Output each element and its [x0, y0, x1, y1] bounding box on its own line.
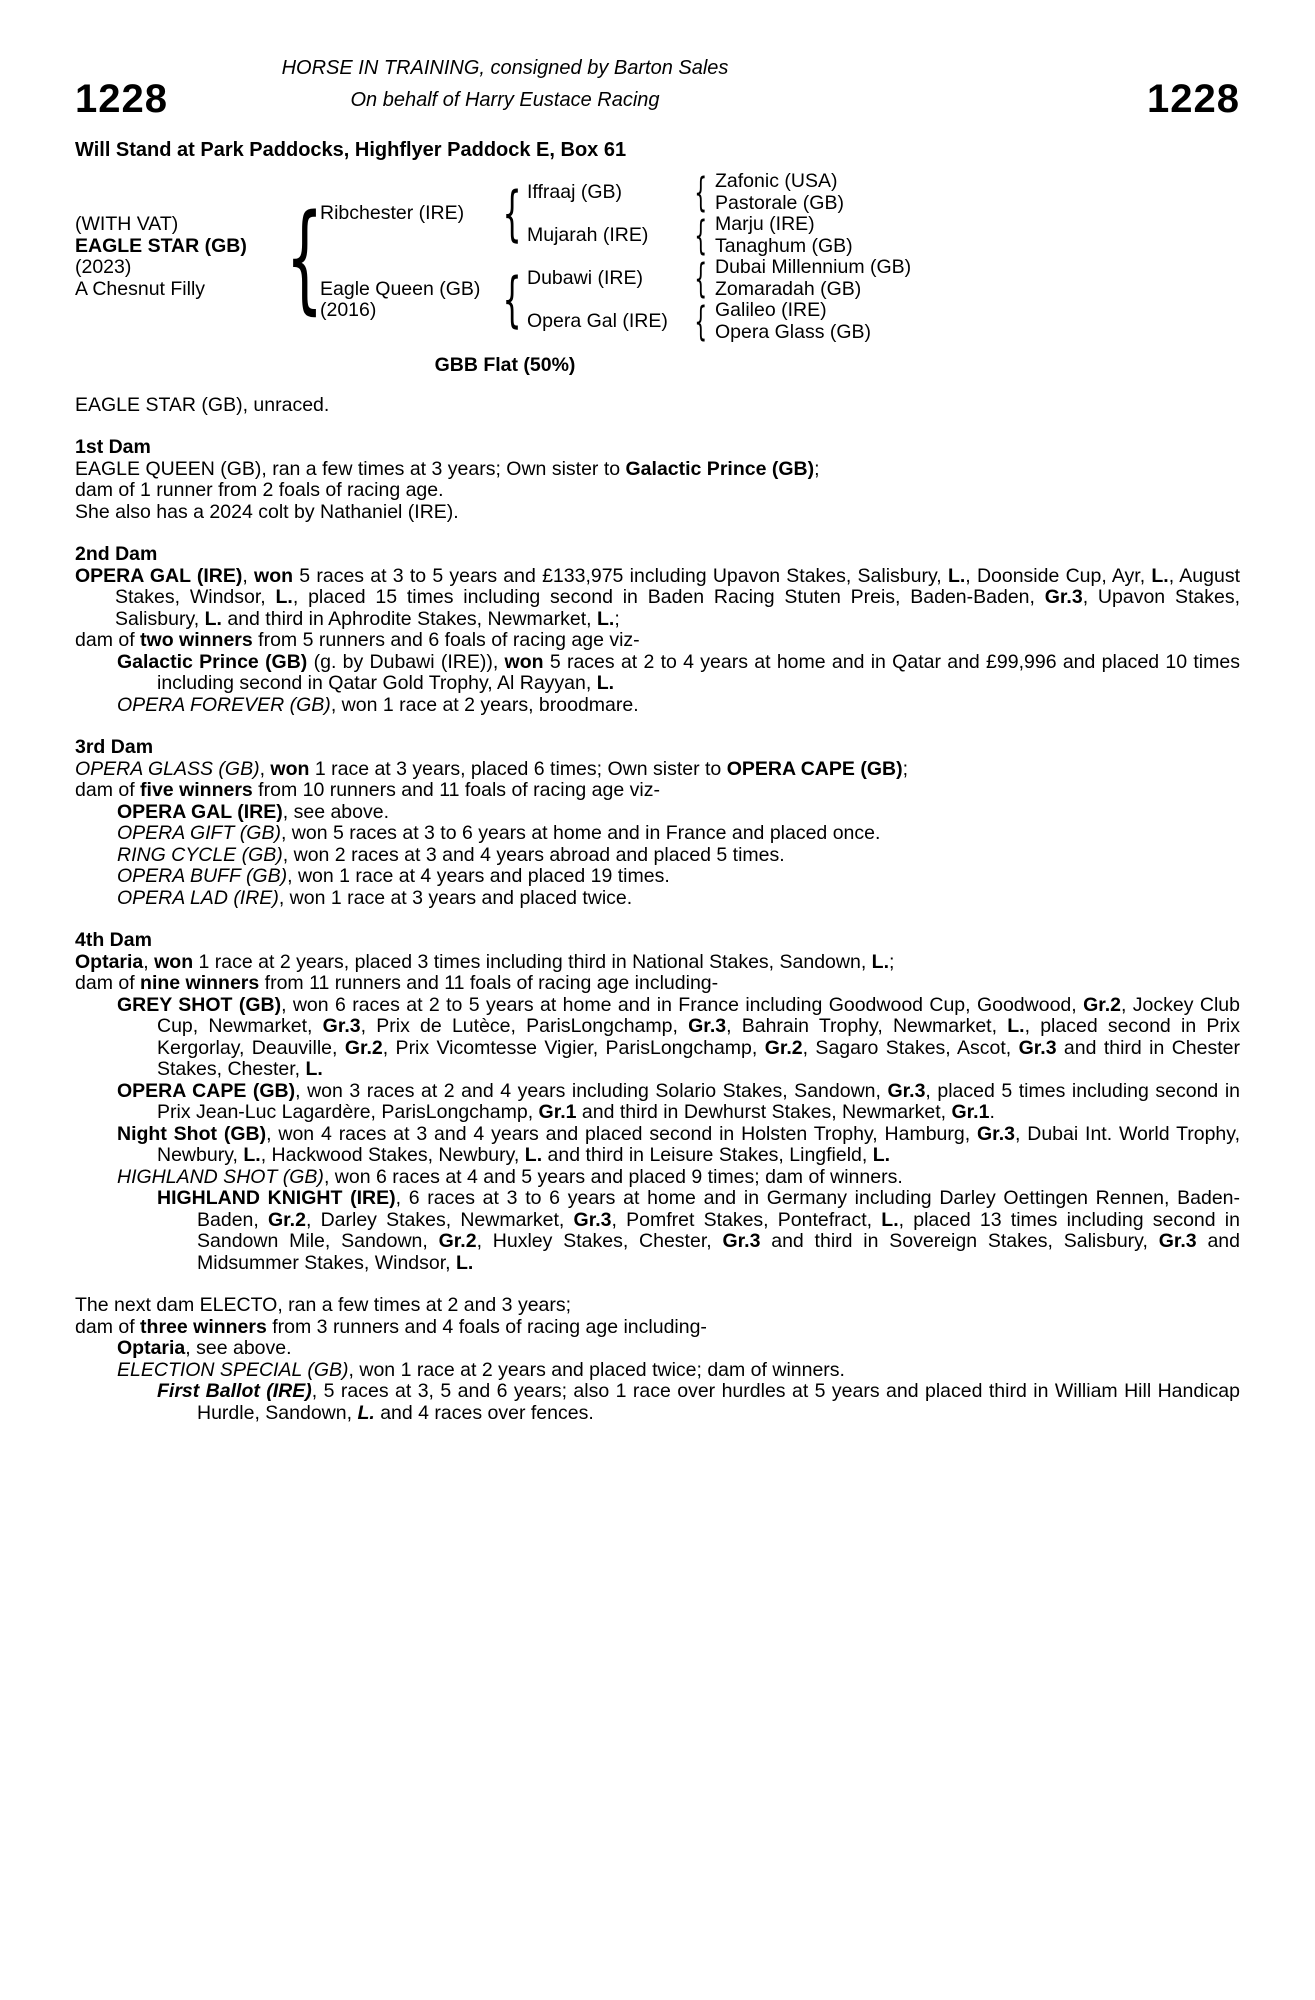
catalog-paragraph: [75, 566, 1240, 631]
gen3-name: [715, 300, 935, 322]
text-run: L.: [596, 672, 615, 694]
catalog-paragraph: [75, 1317, 1240, 1339]
catalog-paragraph: [75, 1124, 1240, 1167]
text-run: , Prix de Lutèce, ParisLongchamp,: [360, 1015, 689, 1037]
lot-number-left: 1228: [75, 76, 168, 121]
text-run: , 6 races at 3 to 6 years at home and in Germany including Darley Oettingen Rennen, Baden-Baden,: [197, 1187, 1240, 1231]
text-run: HIGHLAND KNIGHT (IRE): [157, 1187, 396, 1209]
text-run: won: [254, 564, 294, 587]
dam-name: [320, 257, 498, 343]
text-run: Gr.1: [538, 1101, 577, 1123]
text-run: 5 races at 2 to 4 years at home and in Qatar and £99,996 and placed 10 times including second in Qatar Gold Trophy, Al Rayyan,: [157, 650, 1240, 694]
text-run: , won 6 races at 2 to 5 years at home and in France including Goodwood Cup, Goodwood,: [281, 993, 1084, 1016]
catalog-paragraph: [75, 995, 1240, 1081]
text-run: , placed 15 times including second in Baden Racing Stuten Preis, Baden-Baden,: [292, 586, 1045, 608]
text-run: from 10 runners and 11 foals of racing age viz-: [252, 779, 660, 801]
text-run: , won 6 races at 4 and 5 years and placed 9 times; dam of winners.: [323, 1165, 903, 1188]
text-run: OPERA CAPE (GB): [117, 1079, 296, 1102]
text-run: First Ballot (IRE): [157, 1380, 312, 1402]
text-run: ,: [242, 564, 255, 587]
catalog-paragraph: [75, 630, 1240, 652]
gen3-name: [715, 193, 935, 215]
text-run: Gr.3: [1158, 1230, 1197, 1252]
text-run: , Jockey Club Cup, Newmarket,: [157, 993, 1240, 1037]
dam-name-text: Eagle Queen (GB): [320, 277, 481, 300]
catalog-paragraph: [75, 952, 1240, 974]
text-run: 5 races at 3 to 5 years and £133,975 including Upavon Stakes, Salisbury,: [293, 564, 948, 587]
text-run: L.: [871, 950, 890, 973]
text-run: from 11 runners and 11 foals of racing age including-: [259, 972, 719, 994]
catalog-paragraph: [75, 888, 1240, 910]
text-run: ;: [814, 457, 820, 480]
sire-sire: [527, 171, 687, 214]
catalog-paragraph: [75, 866, 1240, 888]
text-run: Gr.2: [268, 1208, 306, 1231]
catalog-paragraph: [75, 802, 1240, 824]
text-run: ,: [143, 950, 155, 973]
sire-name-text: Ribchester (IRE): [320, 202, 465, 225]
catalog-paragraph: [75, 1167, 1240, 1189]
text-run: and 4 races over fences.: [374, 1401, 594, 1424]
text-run: L.: [1007, 1015, 1025, 1037]
dam-year-text: (2016): [320, 299, 377, 321]
text-run: L.: [524, 1144, 543, 1166]
text-run: OPERA GAL (IRE): [117, 800, 283, 823]
catalog-paragraph: [75, 1081, 1240, 1124]
catalog-paragraph: [75, 1381, 1240, 1424]
catalog-paragraph: [75, 652, 1240, 695]
catalog-paragraph: [75, 1360, 1240, 1382]
dam-sire: [527, 257, 687, 300]
text-run: L.: [305, 1058, 323, 1080]
text-run: OPERA BUFF (GB): [117, 865, 288, 887]
text-run: .: [989, 1101, 995, 1123]
text-run: , won 1 race at 2 years, broodmare.: [330, 693, 639, 716]
text-run: , placed 13 times including second in Sandown Mile, Sandown,: [197, 1208, 1240, 1252]
text-run: Gr.3: [573, 1208, 612, 1231]
text-run: won: [270, 757, 310, 780]
catalog-paragraph: [75, 759, 1240, 781]
sire-sire-text: Iffraaj (GB): [527, 180, 622, 203]
text-run: L.: [275, 586, 293, 608]
text-run: and third in Chester Stakes, Chester,: [157, 1036, 1240, 1080]
text-run: five winners: [140, 779, 253, 801]
gen3-name-text: Tanaghum (GB): [715, 234, 853, 257]
text-run: , won 1 race at 3 years and placed twice.: [278, 886, 633, 909]
text-run: three winners: [140, 1315, 267, 1338]
on-behalf-line: On behalf of Harry Eustace Racing: [350, 88, 660, 111]
catalog-paragraph: [75, 823, 1240, 845]
text-run: , won 5 races at 3 to 6 years at home and in France and placed once.: [280, 822, 881, 844]
text-run: OPERA GAL (IRE): [75, 564, 243, 587]
gen3-name: [715, 257, 935, 279]
text-run: Galactic Prince (GB): [625, 457, 815, 480]
dam-dam-text: Opera Gal (IRE): [527, 309, 668, 332]
text-run: HIGHLAND SHOT (GB): [117, 1165, 324, 1188]
text-run: , won 3 races at 2 and 4 years including Solario Stakes, Sandown,: [295, 1079, 888, 1102]
text-run: L.: [455, 1251, 474, 1274]
text-run: , Prix Vicomtesse Vigier, ParisLongchamp,: [382, 1036, 765, 1059]
gen3-name: [715, 279, 935, 301]
text-run: Gr.3: [1018, 1036, 1057, 1059]
text-run: , Dubai Int. World Trophy, Newbury,: [157, 1122, 1240, 1166]
text-run: , Huxley Stakes, Chester,: [476, 1230, 723, 1252]
dam-heading: 2nd Dam: [75, 543, 158, 565]
text-run: Gr.2: [344, 1036, 383, 1059]
lot-number-right: 1228: [1147, 76, 1240, 121]
text-run: Gr.3: [722, 1230, 761, 1252]
sire-parents-brace-icon: [498, 171, 527, 257]
gen3-name-text: Opera Glass (GB): [715, 320, 872, 343]
catalog-paragraph: [75, 1188, 1240, 1274]
text-run: L.: [357, 1401, 375, 1424]
catalog-paragraph: [75, 459, 1240, 481]
sire-dam: [527, 214, 687, 257]
text-run: , won 2 races at 3 and 4 years abroad and placed 5 times.: [282, 843, 785, 866]
gen3-name: [715, 236, 935, 258]
text-run: OPERA GLASS (GB): [75, 757, 260, 780]
text-run: Gr.3: [977, 1122, 1015, 1145]
catalog-paragraph: [75, 1295, 1240, 1317]
gen3-name: [715, 322, 935, 344]
catalog-body: [75, 395, 1240, 1425]
text-run: , Bahrain Trophy, Newmarket,: [726, 1015, 1008, 1037]
dam-parents-brace-icon: [498, 257, 527, 343]
text-run: Gr.3: [1044, 586, 1083, 608]
catalog-paragraph: [75, 502, 1240, 524]
text-run: RING CYCLE (GB): [117, 843, 283, 866]
text-run: Night Shot (GB): [117, 1122, 267, 1145]
text-run: OPERA FOREVER (GB): [117, 693, 331, 716]
catalog-paragraph: [75, 780, 1240, 802]
text-run: two winners: [140, 629, 253, 651]
text-run: , placed 5 times including second in Prix Jean-Luc Lagardère, ParisLongchamp,: [157, 1079, 1240, 1123]
gen3-brace-icon: [687, 171, 715, 214]
stand-location-line: Will Stand at Park Paddocks, Highflyer Paddock E, Box 61: [75, 138, 627, 161]
text-run: (g. by Dubawi (IRE)),: [307, 650, 505, 673]
gen3-name-text: Pastorale (GB): [715, 191, 844, 214]
catalog-paragraph: [75, 395, 1240, 417]
text-run: L.: [872, 1144, 891, 1166]
subject-name: EAGLE STAR (GB): [75, 234, 247, 257]
text-run: , Upavon Stakes, Salisbury,: [115, 586, 1240, 630]
text-run: , won 1 race at 4 years and placed 19 times.: [287, 865, 670, 887]
subject-block: [75, 171, 290, 343]
text-run: Optaria: [75, 950, 144, 973]
text-run: Galactic Prince (GB): [117, 650, 308, 673]
subject-foaling-year: (2023): [75, 256, 132, 278]
lot-row: [75, 76, 1240, 132]
text-run: , Pomfret Stakes, Pontefract,: [611, 1208, 882, 1231]
text-run: won: [504, 650, 544, 673]
text-run: and third in Leisure Stakes, Lingfield,: [542, 1144, 873, 1166]
text-run: Optaria: [117, 1337, 186, 1359]
pedigree-table: [75, 171, 1240, 343]
gen3-name: [715, 214, 935, 236]
text-run: and third in Sovereign Stakes, Salisbury,: [760, 1230, 1159, 1252]
catalog-paragraph: [75, 480, 1240, 502]
text-run: and Midsummer Stakes, Windsor,: [197, 1230, 1240, 1274]
consignment-line: HORSE IN TRAINING, consigned by Barton Sales: [281, 57, 729, 79]
dam-heading: 1st Dam: [75, 436, 151, 458]
text-run: Gr.3: [322, 1015, 361, 1037]
text-run: ;: [614, 607, 620, 630]
text-run: L.: [881, 1208, 899, 1231]
text-run: dam of: [75, 629, 141, 651]
text-run: , August Stakes, Windsor,: [115, 564, 1241, 608]
text-run: EAGLE STAR (GB), unraced.: [75, 393, 330, 416]
text-run: nine winners: [140, 972, 260, 994]
text-run: , Hackwood Stakes, Newbury,: [260, 1144, 525, 1166]
text-run: , see above.: [282, 800, 390, 823]
text-run: , Darley Stakes, Newmarket,: [305, 1208, 574, 1231]
text-run: , 5 races at 3, 5 and 6 years; also 1 race over hurdles at 5 years and placed third in William Hill Handicap Hurdle, Sandown,: [197, 1380, 1240, 1424]
gen3-name-text: Marju (IRE): [715, 213, 815, 235]
text-run: L.: [243, 1144, 261, 1166]
dam-heading: 3rd Dam: [75, 736, 154, 758]
text-run: ELECTION SPECIAL (GB): [117, 1358, 349, 1381]
text-run: ;: [889, 950, 895, 973]
text-run: dam of: [75, 779, 141, 801]
dam-dam: [527, 300, 687, 343]
dam-sire-text: Dubawi (IRE): [527, 266, 643, 289]
catalog-paragraph: [75, 845, 1240, 867]
dam-heading: 4th Dam: [75, 929, 152, 951]
text-run: dam of: [75, 972, 141, 994]
gen3-brace-icon: [687, 257, 715, 300]
subject-colour-sex: A Chesnut Filly: [75, 277, 206, 300]
text-run: L.: [947, 564, 966, 587]
vat-note: (WITH VAT): [75, 213, 179, 235]
text-run: 1 race at 2 years, placed 3 times including third in National Stakes, Sandown,: [193, 950, 872, 973]
text-run: Gr.1: [951, 1101, 990, 1123]
text-run: She also has a 2024 colt by Nathaniel (IRE).: [75, 500, 459, 523]
text-run: OPERA CAPE (GB): [726, 757, 903, 780]
text-run: dam of 1 runner from 2 foals of racing age.: [75, 479, 444, 501]
text-run: , Sagaro Stakes, Ascot,: [802, 1036, 1019, 1059]
text-run: won: [154, 950, 194, 973]
text-run: Gr.3: [688, 1015, 727, 1037]
text-run: OPERA LAD (IRE): [117, 886, 279, 909]
gen3-name-text: Galileo (IRE): [715, 299, 827, 321]
text-run: and third in Dewhurst Stakes, Newmarket,: [576, 1101, 952, 1123]
gbb-eligibility-note: GBB Flat (50%): [434, 354, 576, 376]
text-run: L.: [596, 607, 615, 630]
text-run: Gr.2: [764, 1036, 803, 1059]
gen3-name-text: Zafonic (USA): [715, 170, 838, 192]
sire-dam-text: Mujarah (IRE): [527, 223, 649, 246]
catalog-paragraph: [75, 1338, 1240, 1360]
gen1-brace-icon: [290, 171, 320, 343]
text-run: from 5 runners and 6 foals of racing age viz-: [252, 629, 640, 651]
text-run: GREY SHOT (GB): [117, 993, 282, 1016]
sire-name: [320, 171, 498, 257]
text-run: , won 1 race at 2 years and placed twice; dam of winners.: [348, 1358, 845, 1381]
text-run: 1 race at 3 years, placed 6 times; Own sister to: [309, 757, 727, 780]
catalog-paragraph: [75, 973, 1240, 995]
text-run: The next dam ELECTO, ran a few times at 2 and 3 years;: [75, 1294, 572, 1316]
text-run: , see above.: [185, 1337, 292, 1359]
gen3-name: [715, 171, 935, 193]
text-run: , Doonside Cup, Ayr,: [965, 564, 1152, 587]
text-run: , won 4 races at 3 and 4 years and placed second in Holsten Trophy, Hamburg,: [266, 1122, 978, 1145]
catalog-paragraph: [75, 695, 1240, 717]
text-run: and third in Aphrodite Stakes, Newmarket,: [221, 607, 597, 630]
text-run: L.: [204, 607, 222, 630]
text-run: ;: [902, 757, 908, 780]
text-run: L.: [1151, 564, 1169, 587]
text-run: Gr.3: [887, 1079, 926, 1102]
text-run: ,: [259, 757, 271, 780]
gen3-brace-icon: [687, 214, 715, 257]
gen3-brace-icon: [687, 300, 715, 343]
text-run: , placed second in Prix Kergorlay, Deauville,: [157, 1015, 1240, 1059]
text-run: OPERA GIFT (GB): [117, 822, 281, 844]
text-run: Gr.2: [438, 1230, 477, 1252]
gen3-name-text: Dubai Millennium (GB): [715, 256, 912, 278]
text-run: dam of: [75, 1315, 141, 1338]
text-run: EAGLE QUEEN (GB), ran a few times at 3 years; Own sister to: [75, 457, 626, 480]
gen3-name-text: Zomaradah (GB): [715, 277, 862, 300]
text-run: Gr.2: [1083, 993, 1122, 1016]
text-run: from 3 runners and 4 foals of racing age including-: [266, 1315, 707, 1338]
